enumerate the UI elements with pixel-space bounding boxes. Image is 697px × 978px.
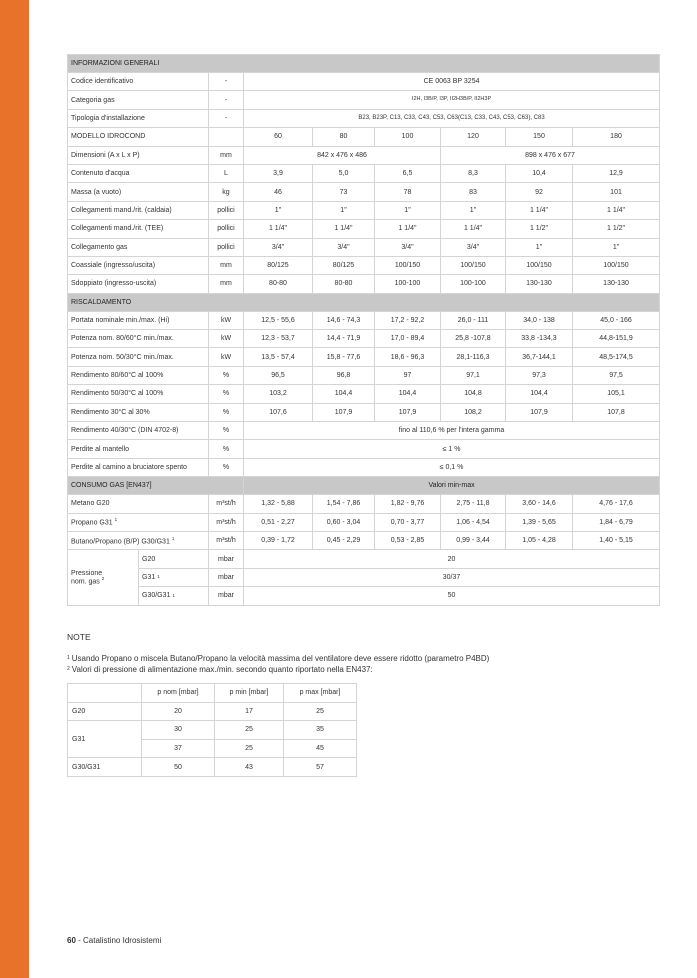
- table-cell: 45: [284, 739, 357, 758]
- table-cell: 12,9: [573, 164, 660, 182]
- row-label: [68, 275, 209, 293]
- table-cell: 73: [313, 183, 375, 201]
- pressure-label-line2: nom. gas: [71, 578, 100, 586]
- table-cell: 100-100: [375, 275, 441, 293]
- footnote-ref: 1: [67, 655, 70, 661]
- row-unit: %: [209, 403, 244, 421]
- table-cell: 1": [573, 238, 660, 256]
- column-header: p min [mbar]: [215, 684, 284, 703]
- table-cell: 97,5: [573, 366, 660, 384]
- row-label: Codice identificativo: [68, 73, 209, 91]
- table-cell: 92: [506, 183, 573, 201]
- footnote-ref: 1: [171, 535, 175, 541]
- table-row: [68, 702, 357, 721]
- table-cell: 0,51 - 2,27: [244, 513, 313, 531]
- table-cell: 104,8: [441, 385, 506, 403]
- table-cell: 45,0 - 166: [573, 311, 660, 329]
- table-cell: 13,5 - 57,4: [244, 348, 313, 366]
- table-cell: 43: [215, 758, 284, 777]
- technical-data-table: [67, 54, 660, 606]
- section-title: INFORMAZIONI GENERALI: [68, 55, 660, 73]
- table-cell: 35: [284, 721, 357, 740]
- pressure-gas-name: G31: [142, 573, 156, 581]
- table-cell: 30: [142, 721, 215, 740]
- row-label-text: Rendimento 30°C al 30%: [71, 408, 150, 416]
- row-unit: %: [209, 385, 244, 403]
- row-value: I2H, I3B/P, I3P, II2H3B/P, II2H3P: [244, 91, 660, 109]
- table-row: [68, 311, 660, 329]
- table-cell: 3,60 - 14,6: [506, 495, 573, 513]
- row-value: ≤ 0,1 %: [244, 458, 660, 476]
- row-label-text: Potenza nom. 50/30°C min./max.: [71, 353, 174, 361]
- table-cell: 1": [244, 201, 313, 219]
- table-cell: 25,8 -107,8: [441, 330, 506, 348]
- table-cell: 48,5-174,5: [573, 348, 660, 366]
- table-cell: 0,45 - 2,29: [313, 531, 375, 549]
- table-cell: 1,54 - 7,86: [313, 495, 375, 513]
- row-unit: kW: [209, 330, 244, 348]
- section-gas-header: [68, 477, 660, 495]
- row-unit: %: [209, 422, 244, 440]
- row-value: B23, B23P, C13, C33, C43, C53, C63(C13, C33, C43, C53, C63), C83: [244, 109, 660, 127]
- table-cell: 37: [142, 739, 215, 758]
- table-cell: 14,6 - 74,3: [313, 311, 375, 329]
- table-row: [68, 531, 660, 549]
- table-cell: 1": [313, 201, 375, 219]
- table-cell: 1 1/4": [375, 220, 441, 238]
- table-cell: 1 1/4": [441, 220, 506, 238]
- row-label-text: Rendimento 50/30°C al 100%: [71, 390, 164, 398]
- table-cell: 3/4": [375, 238, 441, 256]
- table-cell: 107,9: [375, 403, 441, 421]
- row-value: fino al 110,6 % per l'intera gamma: [244, 422, 660, 440]
- table-row: [68, 220, 660, 238]
- row-label-text: Collegamenti mand./rit. (TEE): [71, 225, 164, 233]
- row-label-text: Collegamenti mand./rit. (caldaia): [71, 206, 172, 214]
- section-general-header: [68, 55, 660, 73]
- row-unit: mbar: [209, 568, 244, 586]
- table-cell: 107,8: [573, 403, 660, 421]
- orange-sidebar-band: [0, 0, 29, 978]
- table-cell: 46: [244, 183, 313, 201]
- table-cell: 101: [573, 183, 660, 201]
- note-2: [67, 665, 373, 674]
- table-cell: 1": [506, 238, 573, 256]
- page-footer: [67, 936, 161, 945]
- row-unit: kW: [209, 311, 244, 329]
- pressure-gas-label: [139, 569, 208, 587]
- table-cell: 1,40 - 5,15: [573, 531, 660, 549]
- table-cell: 34,0 - 138: [506, 311, 573, 329]
- table-cell: 108,2: [441, 403, 506, 421]
- gas-label: G20: [68, 702, 142, 721]
- row-label: [68, 201, 209, 219]
- table-cell: 1,05 - 4,28: [506, 531, 573, 549]
- table-cell: 20: [142, 702, 215, 721]
- row-label: [68, 330, 209, 348]
- table-cell: 2,75 - 11,8: [441, 495, 506, 513]
- table-cell: 97: [375, 366, 441, 384]
- table-cell: 0,53 - 2,85: [375, 531, 441, 549]
- row-label-text: Sdoppiato (ingresso-uscita): [71, 280, 157, 288]
- row-unit: -: [209, 73, 244, 91]
- row-unit: pollici: [209, 201, 244, 219]
- table-cell: 3,9: [244, 164, 313, 182]
- row-label-text: Coassiale (ingresso/uscita): [71, 262, 156, 270]
- row-unit: %: [209, 458, 244, 476]
- row-label: [68, 164, 209, 182]
- row-unit: mm: [209, 146, 244, 164]
- table-cell: 1 1/2": [506, 220, 573, 238]
- row-label: [68, 531, 209, 549]
- table-cell: 17: [215, 702, 284, 721]
- footnote-ref: 1: [172, 592, 175, 598]
- table-row: [68, 275, 660, 293]
- table-cell: 130-130: [573, 275, 660, 293]
- table-cell: 78: [375, 183, 441, 201]
- table-cell: 80-80: [244, 275, 313, 293]
- row-unit: mbar: [209, 587, 244, 605]
- row-unit: L: [209, 164, 244, 182]
- row-label: [68, 495, 209, 513]
- table-cell: 130-130: [506, 275, 573, 293]
- table-cell: 107,6: [244, 403, 313, 421]
- table-cell: 104,4: [506, 385, 573, 403]
- pressure-row: [68, 550, 660, 568]
- row-label-text: Potenza nom. 80/60°C min./max.: [71, 335, 174, 343]
- table-cell: 1,82 - 9,76: [375, 495, 441, 513]
- row-label: [68, 220, 209, 238]
- table-cell: 100/150: [441, 256, 506, 274]
- table-cell: 14,4 - 71,9: [313, 330, 375, 348]
- table-cell: 104,4: [313, 385, 375, 403]
- table-cell: 80/125: [244, 256, 313, 274]
- table-cell: 97,1: [441, 366, 506, 384]
- table-row: [68, 348, 660, 366]
- pressure-label: [68, 550, 209, 605]
- note-1-text: Usando Propano o miscela Butano/Propano la velocità massima del ventilatore deve essere ridotto (parametro P4BD): [71, 654, 490, 663]
- model-cell: 120: [441, 128, 506, 146]
- row-unit: kg: [209, 183, 244, 201]
- table-cell: 25: [215, 739, 284, 758]
- table-row: [68, 256, 660, 274]
- page-number: 60: [67, 936, 76, 945]
- pressure-gas-name: G20: [142, 555, 156, 563]
- table-cell: 10,4: [506, 164, 573, 182]
- row-label: [68, 183, 209, 201]
- table-cell: 3/4": [441, 238, 506, 256]
- section-title: CONSUMO GAS [EN437]: [68, 477, 244, 495]
- table-row: [68, 366, 660, 384]
- row-label: Tipologia d'installazione: [68, 109, 209, 127]
- table-cell: 44,8-151,9: [573, 330, 660, 348]
- row-label: [68, 256, 209, 274]
- table-row: [68, 385, 660, 403]
- table-cell: 12,5 - 55,6: [244, 311, 313, 329]
- model-cell: 180: [573, 128, 660, 146]
- row-label: [68, 366, 209, 384]
- table-cell: 96,5: [244, 366, 313, 384]
- table-row: [68, 495, 660, 513]
- model-cell: 150: [506, 128, 573, 146]
- table-cell: 1 1/4": [506, 201, 573, 219]
- row-value: 898 x 476 x 677: [441, 146, 660, 164]
- table-cell: 8,3: [441, 164, 506, 182]
- table-cell: 1,32 - 5,88: [244, 495, 313, 513]
- row-unit: %: [209, 440, 244, 458]
- table-cell: 0,70 - 3,77: [375, 513, 441, 531]
- table-cell: 3/4": [313, 238, 375, 256]
- model-cell: 80: [313, 128, 375, 146]
- pressure-gas-label: [139, 587, 208, 604]
- row-label: [68, 403, 209, 421]
- row-unit: kW: [209, 348, 244, 366]
- table-cell: 105,1: [573, 385, 660, 403]
- table-cell: 25: [284, 702, 357, 721]
- table-cell: 100-100: [441, 275, 506, 293]
- row-label: [68, 385, 209, 403]
- table-row: [68, 458, 660, 476]
- row-label-text: Metano G20: [71, 500, 110, 508]
- pressure-label-line1: Pressione: [71, 569, 103, 577]
- gas-label: G31: [68, 721, 142, 758]
- section-heating-header: [68, 293, 660, 311]
- row-label: MODELLO IDROCOND: [68, 128, 209, 146]
- table-cell: 96,8: [313, 366, 375, 384]
- table-cell: 1": [375, 201, 441, 219]
- table-cell: 100/150: [573, 256, 660, 274]
- table-cell: 33,8 -134,3: [506, 330, 573, 348]
- table-cell: 28,1-116,3: [441, 348, 506, 366]
- row-label: Perdite al camino a bruciatore spento: [68, 458, 209, 476]
- model-cell: 100: [375, 128, 441, 146]
- table-cell: 50: [142, 758, 215, 777]
- row-label: Perdite al mantello: [68, 440, 209, 458]
- table-cell: 83: [441, 183, 506, 201]
- table-cell: 12,3 - 53,7: [244, 330, 313, 348]
- row-unit: mbar: [209, 550, 244, 568]
- row-value: 50: [244, 587, 660, 605]
- row-label-text: Propano G31: [71, 519, 113, 527]
- footnote-ref: 2: [67, 666, 70, 672]
- row-unit: m³st/h: [209, 495, 244, 513]
- row-value: 20: [244, 550, 660, 568]
- row-value: 842 x 476 x 486: [244, 146, 441, 164]
- table-cell: 0,39 - 1,72: [244, 531, 313, 549]
- table-cell: 104,4: [375, 385, 441, 403]
- gas-label: G30/G31: [68, 758, 142, 777]
- footer-text: - Catalistino Idrosistemi: [78, 936, 162, 945]
- table-cell: 97,3: [506, 366, 573, 384]
- table-cell: 100/150: [375, 256, 441, 274]
- row-label: Rendimento 40/30°C (DIN 4702-8): [68, 422, 209, 440]
- table-cell: 107,9: [506, 403, 573, 421]
- row-label: [68, 238, 209, 256]
- footnote-ref: 1: [114, 517, 118, 523]
- table-cell: 1,84 - 6,79: [573, 513, 660, 531]
- table-cell: 18,6 - 96,3: [375, 348, 441, 366]
- row-label-text: Collegamento gas: [71, 243, 128, 251]
- table-row: [68, 146, 660, 164]
- table-cell: 4,76 - 17,6: [573, 495, 660, 513]
- row-unit: [209, 128, 244, 146]
- section-subtitle: Valori min-max: [244, 477, 660, 495]
- table-cell: 6,5: [375, 164, 441, 182]
- table-cell: 1,39 - 5,65: [506, 513, 573, 531]
- table-cell: 0,99 - 3,44: [441, 531, 506, 549]
- table-header-row: [68, 684, 357, 703]
- row-unit: %: [209, 366, 244, 384]
- table-row: [68, 91, 660, 109]
- column-header: p max [mbar]: [284, 684, 357, 703]
- table-cell: 3/4": [244, 238, 313, 256]
- table-cell: 1 1/2": [573, 220, 660, 238]
- table-row: [68, 73, 660, 91]
- row-label: Categoria gas: [68, 91, 209, 109]
- row-label-text: Rendimento 80/60°C al 100%: [71, 372, 164, 380]
- table-cell: 1 1/4": [313, 220, 375, 238]
- table-row: [68, 513, 660, 531]
- table-cell: 26,0 - 111: [441, 311, 506, 329]
- table-cell: 80-80: [313, 275, 375, 293]
- row-label-text: Butano/Propano (B/P) G30/G31: [71, 537, 170, 545]
- pressure-gas-label: [139, 550, 208, 568]
- table-row: [68, 422, 660, 440]
- row-unit: -: [209, 109, 244, 127]
- table-row: [68, 183, 660, 201]
- table-cell: 1": [441, 201, 506, 219]
- table-row: [68, 330, 660, 348]
- note-2-text: Valori di pressione di alimentazione max./min. secondo quanto riportato nella EN437:: [71, 665, 373, 674]
- row-unit: -: [209, 91, 244, 109]
- table-cell: 103,2: [244, 385, 313, 403]
- column-header: p nom [mbar]: [142, 684, 215, 703]
- row-label: [68, 513, 209, 531]
- table-row: [68, 758, 357, 777]
- notes-title: NOTE: [67, 632, 91, 642]
- empty-header-cell: [68, 684, 142, 703]
- row-unit: m³st/h: [209, 513, 244, 531]
- table-cell: 36,7-144,1: [506, 348, 573, 366]
- table-row: [68, 440, 660, 458]
- table-cell: 15,8 - 77,6: [313, 348, 375, 366]
- row-label: [68, 311, 209, 329]
- table-cell: 1 1/4": [244, 220, 313, 238]
- row-value: CE 0063 BP 3254: [244, 73, 660, 91]
- table-row: [68, 164, 660, 182]
- table-cell: 100/150: [506, 256, 573, 274]
- row-label-text: Portata nominale min./max. (Hi): [71, 316, 170, 324]
- note-1: [67, 654, 489, 663]
- table-cell: 0,60 - 3,04: [313, 513, 375, 531]
- table-cell: 1 1/4": [573, 201, 660, 219]
- row-unit: mm: [209, 256, 244, 274]
- table-cell: 1,06 - 4,54: [441, 513, 506, 531]
- table-row: [68, 403, 660, 421]
- row-label: [68, 348, 209, 366]
- footnote-ref: 2: [101, 575, 105, 581]
- table-cell: 107,9: [313, 403, 375, 421]
- table-cell: 25: [215, 721, 284, 740]
- table-row: [68, 238, 660, 256]
- table-cell: 17,2 - 92,2: [375, 311, 441, 329]
- pressure-table: [67, 683, 357, 777]
- row-label-text: Massa (a vuoto): [71, 188, 122, 196]
- model-cell: 60: [244, 128, 313, 146]
- row-unit: m³st/h: [209, 531, 244, 549]
- row-unit: pollici: [209, 238, 244, 256]
- table-cell: 80/125: [313, 256, 375, 274]
- table-row: [68, 201, 660, 219]
- table-cell: 17,0 - 89,4: [375, 330, 441, 348]
- footnote-ref: 1: [157, 574, 160, 580]
- table-cell: 5,0: [313, 164, 375, 182]
- row-label-text: Contenuto d'acqua: [71, 170, 130, 178]
- row-value: ≤ 1 %: [244, 440, 660, 458]
- pressure-gas-name: G30/G31: [142, 592, 171, 600]
- section-title: RISCALDAMENTO: [68, 293, 660, 311]
- row-value: 30/37: [244, 568, 660, 586]
- row-unit: pollici: [209, 220, 244, 238]
- row-unit: mm: [209, 275, 244, 293]
- table-cell: 57: [284, 758, 357, 777]
- model-row: [68, 128, 660, 146]
- table-row: [68, 109, 660, 127]
- table-row: [68, 721, 357, 740]
- row-label: Dimensioni (A x L x P): [68, 146, 209, 164]
